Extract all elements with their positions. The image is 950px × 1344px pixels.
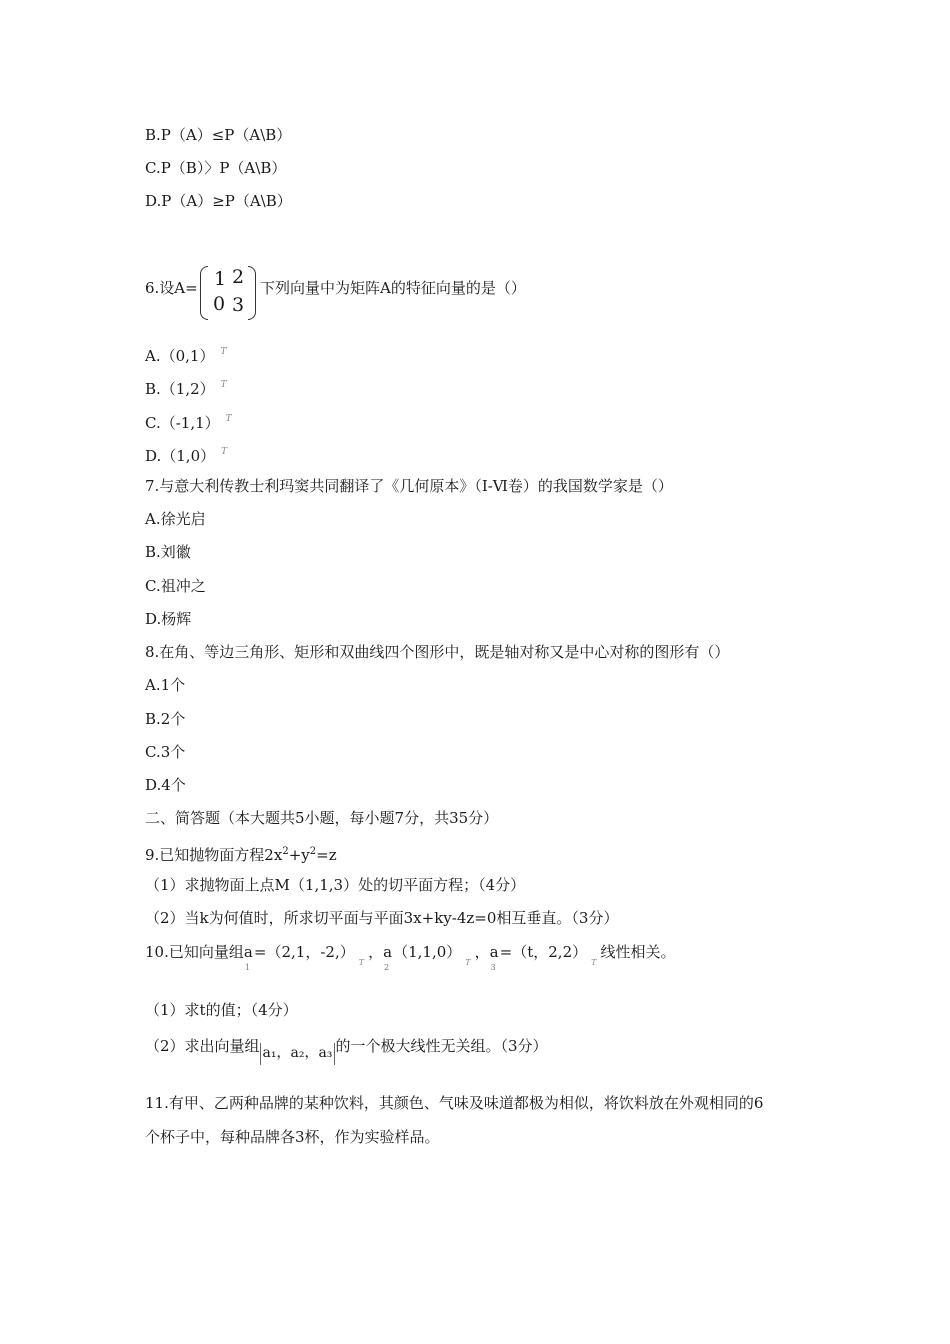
q8-stem: 8.在角、等边三角形、矩形和双曲线四个图形中，既是轴对称又是中心对称的图形有（）	[145, 643, 730, 661]
exponent: 2	[309, 846, 317, 857]
transpose-mark: T	[358, 958, 365, 967]
transpose-mark: T	[225, 414, 232, 424]
q7-option-c: C.祖冲之	[145, 577, 206, 595]
transpose-mark: T	[465, 958, 471, 967]
exponent: 2	[282, 846, 289, 857]
option-letter: B.	[145, 126, 161, 144]
matrix-cell-11: 1	[214, 268, 227, 290]
option-text: A.（0,1）	[145, 347, 215, 365]
matrix-cell-12: 2	[232, 266, 245, 288]
matrix-cell-21: 0	[213, 293, 226, 315]
q10-part-1: （1）求t的值；（4分）	[145, 1001, 298, 1019]
option-text: P（A）≥P（A\B）	[161, 192, 292, 210]
q10-part-2-c: 的一个极大线性无关组。（3分）	[335, 1037, 548, 1055]
q5-option-b	[145, 125, 291, 145]
q7-stem: 7.与意大利传教士利玛窦共同翻译了《几何原本》（Ⅰ-Ⅵ卷）的我国数学家是（）	[145, 477, 673, 495]
option-text: B.（1,2）	[145, 380, 215, 398]
option-text: P（B）〉P（A\B）	[160, 159, 287, 177]
subscript: 2	[384, 963, 390, 972]
option-text: P（A）≤P（A\B）	[160, 126, 292, 144]
q10-part-2	[145, 1036, 547, 1065]
q8-option-a: A.1个	[145, 676, 186, 694]
matrix-left-paren	[200, 266, 208, 320]
q6-option-d	[145, 442, 227, 466]
q10-part-2-a: （2）求出向量组	[145, 1037, 260, 1055]
subscript: 3	[490, 963, 496, 972]
q10-stem	[145, 942, 676, 972]
vector-set: a₁，a₂，a₃	[260, 1043, 336, 1065]
q10-stem-part: =（t，2,2）	[499, 943, 588, 961]
option-letter: D.	[145, 192, 162, 210]
q6-option-c	[145, 409, 232, 433]
q6-option-a	[145, 342, 226, 366]
option-letter: C.	[145, 159, 161, 177]
matrix-cell-22: 3	[232, 294, 245, 316]
q11-line-2: 个杯子中，每种品牌各3杯，作为实验样品。	[145, 1128, 440, 1146]
q5-option-c	[145, 158, 286, 178]
option-text: D.（1,0）	[145, 447, 216, 465]
q6-option-b	[145, 375, 227, 399]
q11-line-1: 11.有甲、乙两种品牌的某种饮料，其颜色、气味及味道都极为相似，将饮料放在外观相同的6	[145, 1094, 764, 1112]
q7-option-d: D.杨辉	[145, 610, 192, 628]
q8-option-b: B.2个	[145, 710, 186, 728]
transpose-mark: T	[220, 347, 227, 357]
option-text: C.（-1,1）	[145, 414, 220, 432]
q6-stem-prefix: 6.设A=	[145, 279, 198, 297]
matrix-right-paren	[248, 266, 256, 320]
q7-option-b: B.刘徽	[145, 543, 191, 561]
q6-matrix	[200, 266, 256, 318]
section-title: 二、简答题（本大题共5小题，每小题7分，共35分）	[145, 809, 499, 827]
q9-stem	[145, 842, 337, 865]
q10-stem-part: 线性相关。	[600, 943, 676, 961]
q7-option-a: A.徐光启	[145, 510, 206, 528]
q9-stem-c: =z	[316, 846, 337, 864]
q8-option-c: C.3个	[145, 743, 186, 761]
q9-stem-b: +y	[288, 846, 310, 864]
transpose-mark: T	[591, 958, 597, 967]
q10-stem-part: 10.已知向量组a	[145, 943, 253, 961]
q9-part-2: （2）当k为何值时，所求切平面与平面3x+ky-4z=0相互垂直。（3分）	[145, 909, 619, 927]
q10-stem-part: （1,1,0）	[393, 943, 462, 961]
q10-stem-part: ，a	[368, 943, 393, 961]
q5-option-d	[145, 191, 292, 211]
subscript: 1	[244, 963, 250, 972]
q10-stem-part: ，a	[474, 943, 499, 961]
q6-stem-suffix: 下列向量中为矩阵A的特征向量的是（）	[260, 279, 526, 297]
transpose-mark: T	[220, 380, 227, 390]
q9-part-1: （1）求抛物面上点M（1,1,3）处的切平面方程；（4分）	[145, 876, 526, 894]
q10-stem-part: =（2,1，-2,）	[253, 943, 355, 961]
transpose-mark: T	[221, 447, 228, 457]
q9-stem-a: 9.已知抛物面方程2x	[145, 846, 283, 864]
q8-option-d: D.4个	[145, 776, 186, 794]
